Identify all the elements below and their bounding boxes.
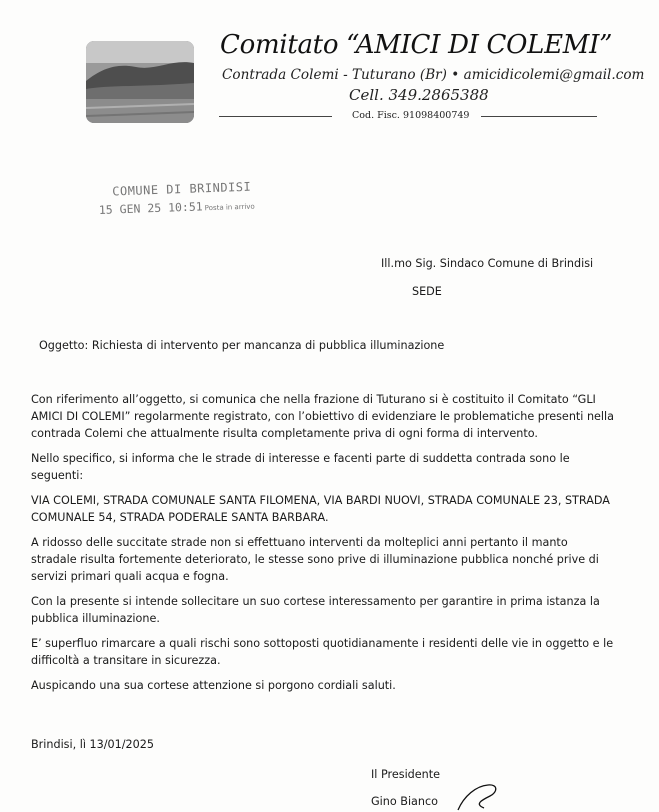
organization-name: Comitato “AMICI DI COLEMI” xyxy=(220,30,613,60)
body-paragraph: A ridosso delle succitate strade non si effettuano interventi da molteplici anni pertanto il manto stradale risulta fortemente deteriorato, le stesse sono prive di illuminazione pubblica nonché prive di servizi primari quali acqua e fogna. xyxy=(31,536,599,583)
stamp-datetime: 15 GEN 25 10:51 xyxy=(98,199,203,217)
header-landscape-photo xyxy=(86,41,194,123)
organization-address: Contrada Colemi - Tuturano (Br) • amicidicolemi@gmail.com xyxy=(222,67,645,83)
header-rule-left xyxy=(219,116,332,117)
stamp-note: Posta in arrivo xyxy=(204,202,255,213)
body-paragraph: Con riferimento all’oggetto, si comunica che nella frazione di Tuturano si è costituito il Comitato “GLI AMICI DI COLEMI” regolarmente registrato, con l’obiettivo di evidenziare le problematiche presenti nella contrada Colemi che attualmente risulta completamente priva di ogni forma di intervento. xyxy=(31,393,615,440)
letter-body xyxy=(31,391,616,702)
recipient-sede: SEDE xyxy=(412,285,442,298)
body-paragraph: Con la presente si intende sollecitare un suo cortese interessamento per garantire in prima istanza la pubblica illuminazione. xyxy=(31,595,600,625)
closing-date: Brindisi, lì 13/01/2025 xyxy=(31,738,154,751)
signatory-name: Gino Bianco xyxy=(371,795,438,808)
recipient-line: Ill.mo Sig. Sindaco Comune di Brindisi xyxy=(381,257,594,270)
handwritten-signature xyxy=(454,782,504,812)
tax-code: Cod. Fisc. 91098400749 xyxy=(352,110,470,121)
body-paragraph: Auspicando una sua cortese attenzione si porgono cordiali saluti. xyxy=(31,679,396,692)
stamp-office: COMUNE DI BRINDISI xyxy=(111,179,252,199)
body-paragraph: VIA COLEMI, STRADA COMUNALE SANTA FILOMENA, VIA BARDI NUOVI, STRADA COMUNALE 23, STRADA COMUNALE 54, STRADA PODERALE SANTA BARBARA. xyxy=(31,494,610,524)
body-paragraph: E’ superfluo rimarcare a quali rischi sono sottoposti quotidianamente i residenti delle vie in oggetto e le difficoltà a transitare in sicurezza. xyxy=(31,637,614,667)
header-rule-right xyxy=(481,116,597,117)
body-paragraph: Nello specifico, si informa che le strade di interesse e facenti parte di suddetta contrada sono le seguenti: xyxy=(31,452,570,482)
protocol-stamp xyxy=(98,180,255,218)
signatory-title: Il Presidente xyxy=(371,768,441,781)
letter-subject: Oggetto: Richiesta di intervento per mancanza di pubblica illuminazione xyxy=(39,339,445,352)
organization-phone: Cell. 349.2865388 xyxy=(349,86,489,104)
